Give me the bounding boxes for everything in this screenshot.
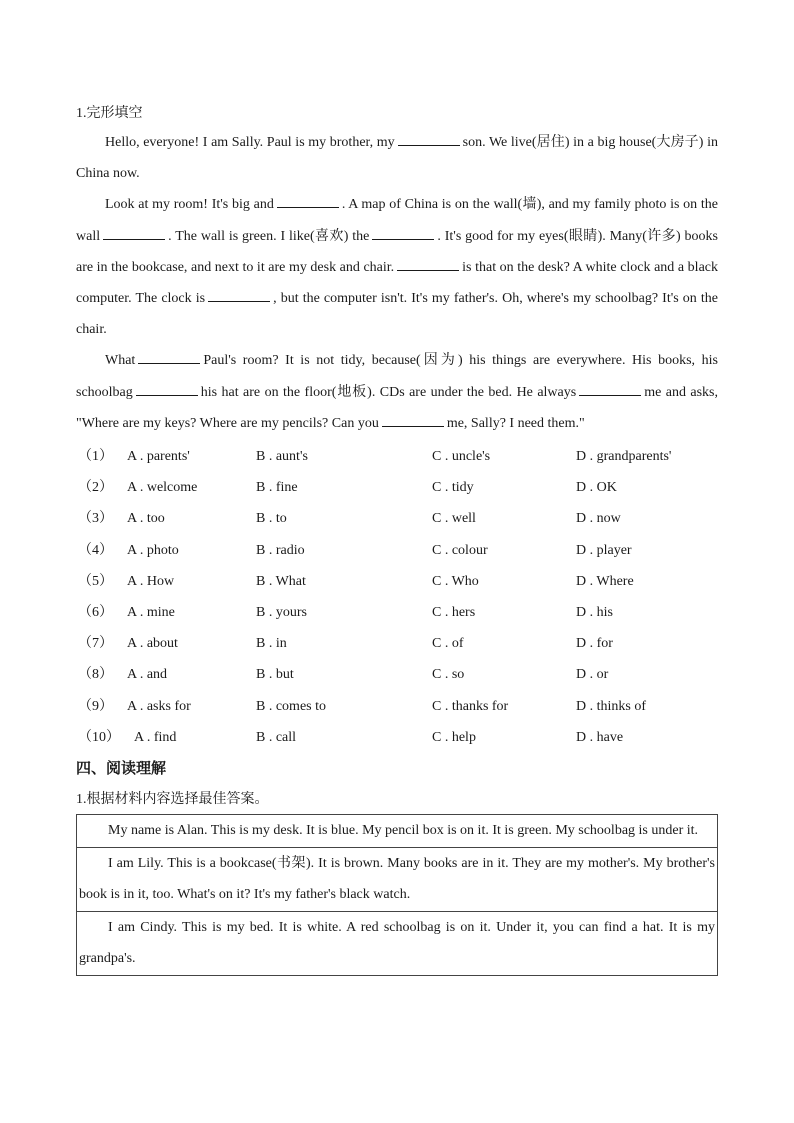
- option-c[interactable]: C . thanks for: [432, 698, 509, 714]
- option-c[interactable]: C . uncle's: [432, 449, 491, 464]
- answer-blank-8[interactable]: [136, 383, 198, 396]
- section-title: 四、阅读理解: [76, 759, 167, 777]
- passage-table: [76, 814, 718, 976]
- option-a[interactable]: A . too: [127, 511, 165, 527]
- passage-text: My name is Alan. This is my desk. It is blue. My pencil box is on it. It is green. My schoolbag is under it.: [108, 823, 699, 838]
- text-run: me and asks, "Where are my keys? Where are my pencils? Can you: [76, 384, 718, 431]
- option-d[interactable]: D . or: [576, 667, 609, 683]
- option-d[interactable]: D . grandparents': [576, 449, 672, 464]
- option-row: [76, 659, 721, 690]
- option-row: [76, 628, 721, 659]
- option-d[interactable]: D . now: [576, 511, 621, 527]
- passage-cell: [77, 847, 717, 911]
- option-c[interactable]: C . tidy: [432, 480, 474, 496]
- answer-blank-6[interactable]: [208, 289, 270, 302]
- option-row: [76, 597, 721, 628]
- answer-blank-7[interactable]: [138, 351, 200, 364]
- text-run: , but the computer isn't. It's my father's. Oh, where's my schoolbag? It's on the chair.: [76, 291, 718, 338]
- option-a[interactable]: A . How: [127, 573, 175, 589]
- passage-cell: [77, 815, 717, 847]
- question-number: （7）: [78, 636, 113, 652]
- option-d[interactable]: D . for: [576, 636, 613, 652]
- text-run: Hello, everyone! I am Sally. Paul is my brother, my: [105, 135, 395, 150]
- answer-blank-10[interactable]: [382, 414, 444, 427]
- option-b[interactable]: B . call: [256, 729, 297, 745]
- question-number: （6）: [78, 604, 113, 620]
- text-run: Look at my room! It's big and: [105, 197, 274, 213]
- option-a[interactable]: A . photo: [127, 542, 179, 558]
- answer-blank-9[interactable]: [579, 383, 641, 396]
- question-number: （3）: [78, 511, 113, 527]
- option-c[interactable]: C . colour: [432, 542, 488, 558]
- question-number: （2）: [78, 480, 113, 496]
- option-b[interactable]: B . in: [256, 636, 287, 652]
- option-b[interactable]: B . yours: [256, 604, 307, 620]
- cloze-paragraph-3: [76, 345, 718, 439]
- answer-blank-4[interactable]: [372, 227, 434, 240]
- option-b[interactable]: B . but: [256, 667, 294, 683]
- option-a[interactable]: A . and: [127, 667, 168, 683]
- answer-blank-5[interactable]: [397, 258, 459, 271]
- option-row: [76, 691, 721, 722]
- option-b[interactable]: B . fine: [256, 480, 298, 496]
- text-run: son. We live(居住) in a big house(大房子) in China now.: [76, 135, 718, 182]
- option-row: [76, 472, 721, 503]
- question-number: （8）: [78, 667, 113, 683]
- option-row: [76, 535, 721, 566]
- answer-blank-3[interactable]: [103, 227, 165, 240]
- option-d[interactable]: D . his: [576, 604, 613, 620]
- answer-blank-2[interactable]: [277, 195, 339, 208]
- text-run: Paul's room? It is not tidy, because(因为) his things are everywhere. His books, his schoolbag: [76, 353, 718, 400]
- option-a[interactable]: A . welcome: [127, 480, 198, 496]
- text-run: . It's good for my eyes(眼睛). Many(许多) books are in the bookcase, and next to it are my desk and chair.: [76, 228, 718, 275]
- answer-blank-1[interactable]: [398, 133, 460, 146]
- option-row: [76, 722, 721, 753]
- question-number: （1）: [78, 449, 113, 464]
- option-b[interactable]: B . comes to: [256, 698, 326, 714]
- option-a[interactable]: A . about: [127, 636, 178, 652]
- option-a[interactable]: A . asks for: [127, 698, 191, 714]
- cloze-paragraph-2: [76, 189, 718, 345]
- option-b[interactable]: B . aunt's: [256, 449, 308, 464]
- text-run: . A map of China is on the wall(墙), and my family photo is on the wall: [76, 197, 719, 244]
- cloze-passage: [76, 127, 718, 439]
- option-a[interactable]: A . find: [134, 729, 177, 745]
- option-c[interactable]: C . well: [432, 511, 476, 527]
- text-run: What: [105, 353, 136, 369]
- reading-instruction: 1.根据材料内容选择最佳答案。: [76, 792, 269, 807]
- text-run: me, Sally? I need them.": [446, 415, 585, 431]
- text-run: is that on the desk? A white clock and a black computer. The clock is: [76, 259, 718, 307]
- option-c[interactable]: C . so: [432, 667, 465, 683]
- option-row: [76, 503, 721, 534]
- option-c[interactable]: C . of: [432, 636, 464, 652]
- option-d[interactable]: D . player: [576, 542, 632, 558]
- option-b[interactable]: B . radio: [256, 542, 305, 558]
- text-run: his hat are on the floor(地板). CDs are under the bed. He always: [200, 384, 577, 400]
- question-number: （4）: [78, 542, 113, 558]
- cloze-heading: 1.完形填空: [76, 106, 143, 121]
- option-a[interactable]: A . mine: [127, 604, 175, 620]
- passage-cell: [77, 911, 717, 975]
- passage-text: I am Lily. This is a bookcase(书架). It is brown. Many books are in it. They are my mother's. My brother's book is in it, too. What's on it? It's my father's black watch.: [79, 855, 715, 902]
- question-number: （5）: [78, 573, 113, 589]
- option-d[interactable]: D . thinks of: [576, 698, 646, 714]
- question-number: （10）: [78, 729, 120, 745]
- option-row: [76, 441, 721, 472]
- option-c[interactable]: C . hers: [432, 604, 476, 620]
- text-run: . The wall is green. I like(喜欢) the: [168, 228, 370, 244]
- option-b[interactable]: B . to: [256, 511, 287, 527]
- option-a[interactable]: A . parents': [127, 449, 190, 464]
- option-row: [76, 566, 721, 597]
- option-d[interactable]: D . Where: [576, 573, 634, 589]
- options-list: [76, 441, 721, 753]
- option-c[interactable]: C . Who: [432, 573, 479, 589]
- option-c[interactable]: C . help: [432, 729, 476, 745]
- passage-text: I am Cindy. This is my bed. It is white. A red schoolbag is on it. Under it, you can find a hat. It is my grandpa's.: [79, 919, 715, 966]
- option-d[interactable]: D . OK: [576, 480, 617, 496]
- option-b[interactable]: B . What: [256, 573, 306, 589]
- option-d[interactable]: D . have: [576, 729, 624, 745]
- question-number: （9）: [78, 698, 113, 714]
- cloze-paragraph-1: [76, 127, 718, 189]
